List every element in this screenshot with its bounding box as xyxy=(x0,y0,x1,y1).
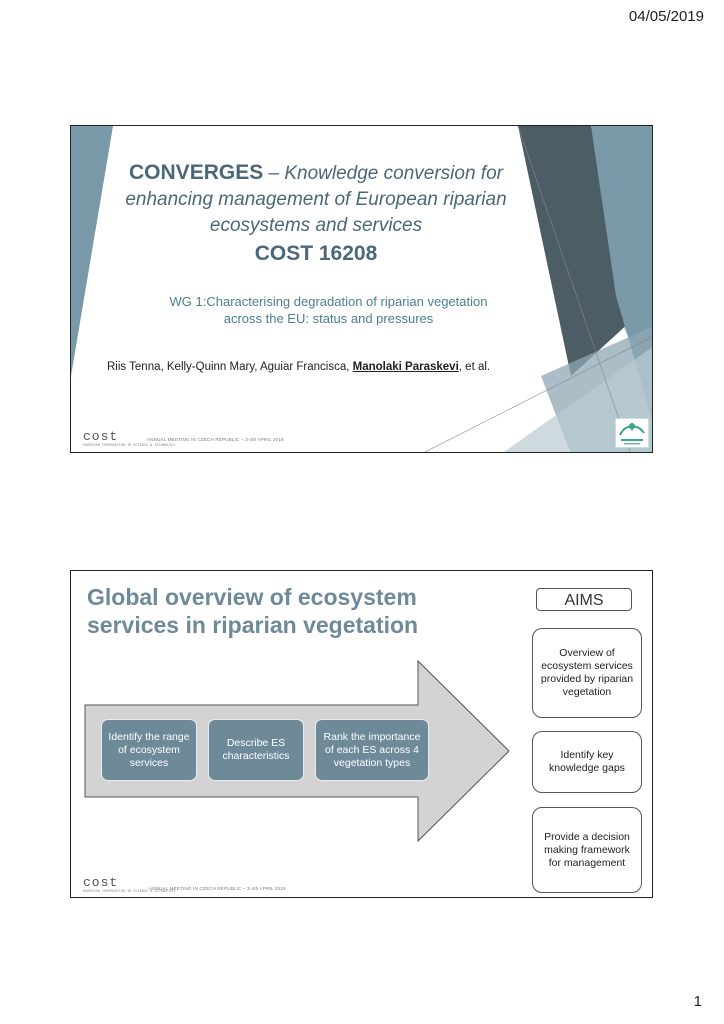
slide2-footer: ANNUAL MEETING IN CZECH REPUBLIC – 3-4th APRIL 2019 xyxy=(149,886,286,891)
authors-line xyxy=(107,361,490,373)
converges-logo xyxy=(615,418,649,448)
cost-logo-text: cost xyxy=(83,429,119,444)
step-describe-es: Describe ES characteristics xyxy=(208,719,304,781)
title-subtitle: Knowledge conversion for enhancing management of European riparian ecosystems and services xyxy=(125,163,507,236)
title-dash: – xyxy=(263,163,285,184)
title-cost-number: COST 16208 xyxy=(254,242,378,265)
cost-logo-subtext: EUROPEAN COOPERATION IN SCIENCE & TECHNOLOGY xyxy=(83,444,176,448)
cost-logo-text-2: cost xyxy=(83,875,119,890)
cost-logo-subtext-2: EUROPEAN COOPERATION IN SCIENCE & TECHNOLOGY xyxy=(83,890,176,894)
aim-knowledge-gaps: Identify key knowledge gaps xyxy=(532,731,642,793)
title-converges: CONVERGES xyxy=(129,161,264,184)
authors-suffix: , et al. xyxy=(458,361,491,373)
page-date: 04/05/2019 xyxy=(628,8,704,25)
aims-title: AIMS xyxy=(536,588,632,611)
slide1-footer: ANNUAL MEETING IN CZECH REPUBLIC – 3-4th APRIL 2019 xyxy=(147,437,284,442)
slide-overview xyxy=(70,570,653,898)
converges-logo-icon xyxy=(616,419,648,447)
step-identify-range: Identify the range of ecosystem services xyxy=(101,719,197,781)
page-number: 1 xyxy=(693,993,702,1010)
presenter-name: Manolaki Paraskevi xyxy=(352,361,459,373)
slide-title xyxy=(70,125,653,453)
authors-list: Riis Tenna, Kelly-Quinn Mary, Aguiar Francisca, xyxy=(107,361,353,373)
working-group-line: WG 1:Characterising degradation of riparian vegetation across the EU: status and pressures xyxy=(169,294,488,326)
slide2-title: Global overview of ecosystem services in riparian vegetation xyxy=(87,584,419,638)
aim-decision-framework: Provide a decision making framework for management xyxy=(532,807,642,893)
aim-overview: Overview of ecosystem services provided by riparian vegetation xyxy=(532,628,642,718)
slide1-title xyxy=(101,160,531,266)
step-rank-importance: Rank the importance of each ES across 4 vegetation types xyxy=(315,719,429,781)
